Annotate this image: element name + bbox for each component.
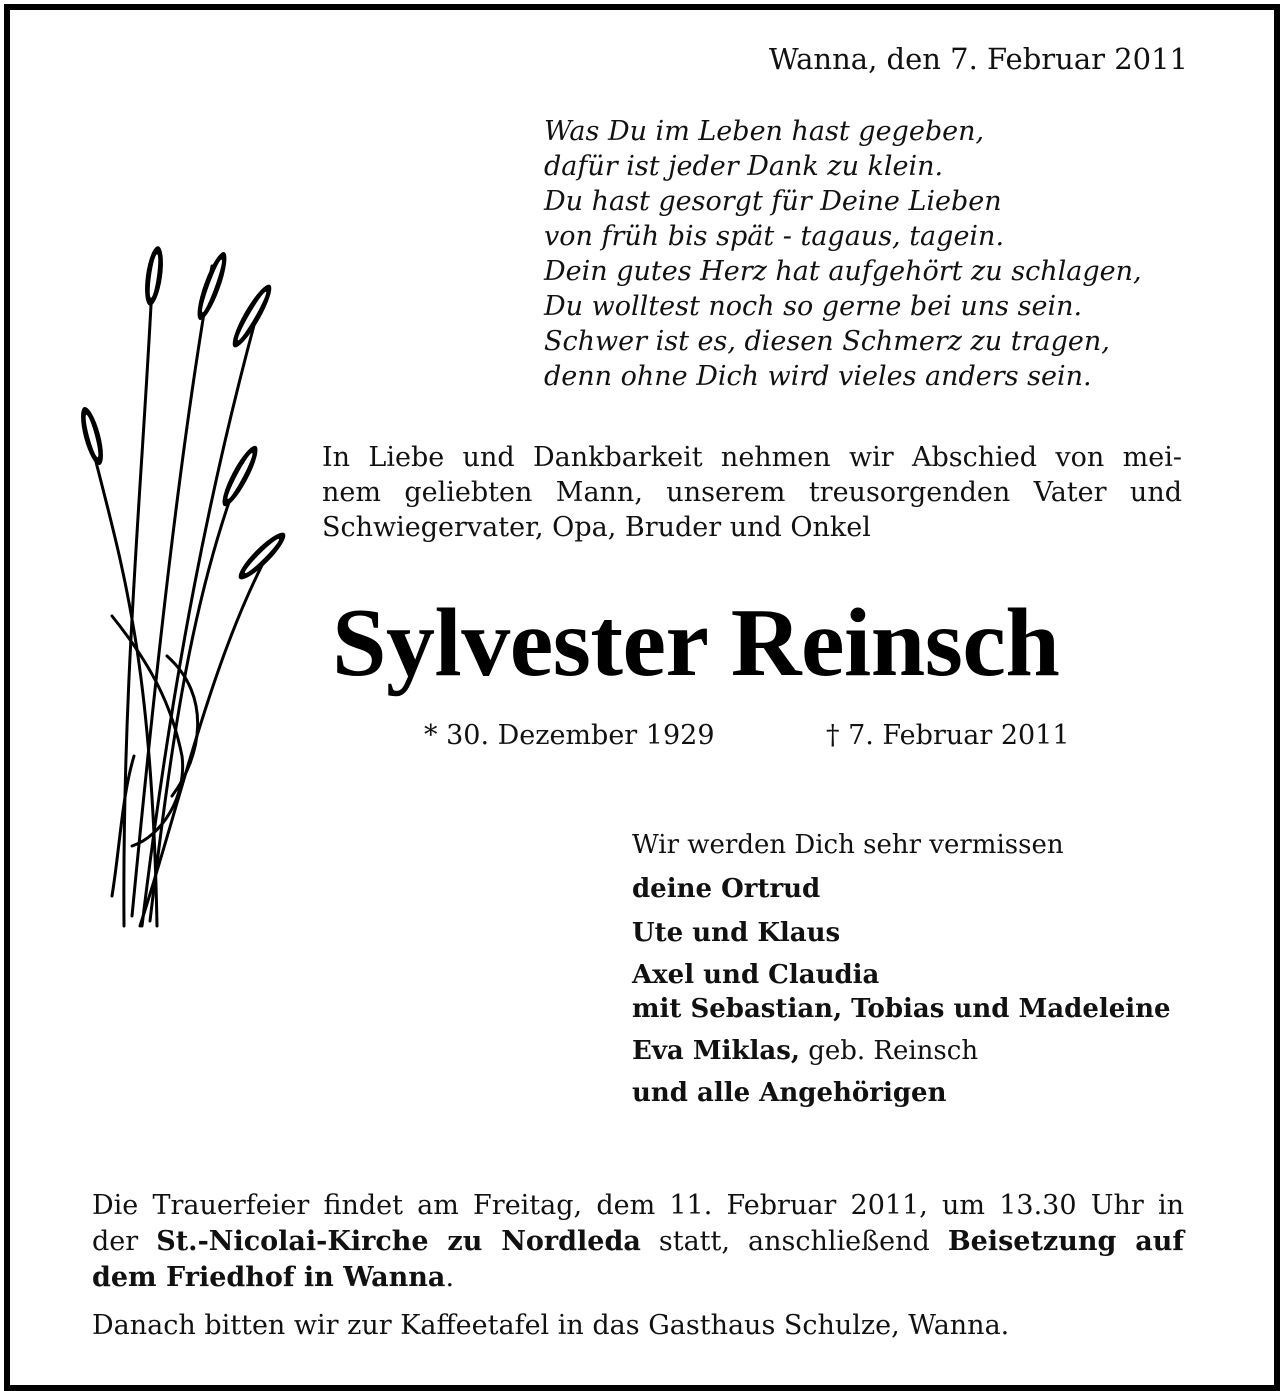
place-date: Wanna, den 7. Februar 2011 — [768, 42, 1188, 76]
poem-line: Dein gutes Herz hat aufgehört zu schlagen, — [544, 256, 1142, 287]
mourners — [632, 828, 1171, 1110]
birth-date: * 30. Dezember 1929 — [424, 720, 715, 751]
funeral-text: . — [445, 1262, 455, 1293]
funeral-text: der — [92, 1226, 139, 1257]
funeral-notice — [92, 1188, 1184, 1296]
maiden-name: geb. Reinsch — [808, 1036, 979, 1066]
mourner-name: Ute und Klaus — [632, 918, 841, 948]
deceased-name: Sylvester Reinsch — [332, 589, 1060, 697]
coffee-notice: Danach bitten wir zur Kaffeetafel in das Gasthaus Schulze, Wanna. — [92, 1310, 1010, 1341]
poem-line: von früh bis spät - tagaus, tagein. — [544, 221, 1005, 252]
mourner-name: deine Ortrud — [632, 874, 821, 904]
poem-line: Schwer ist es, diesen Schmerz zu tragen, — [544, 326, 1110, 357]
burial-text: dem Friedhof in Wanna — [92, 1262, 446, 1293]
mourner-eva — [632, 1034, 1171, 1068]
funeral-text: statt, anschließend — [658, 1226, 930, 1257]
poem-line: Was Du im Leben hast gegeben, — [544, 116, 985, 147]
mourner-name: Axel und Claudia — [632, 960, 880, 990]
funeral-line — [92, 1260, 1184, 1296]
funeral-line: Die Trauerfeier findet am Freitag, dem 11. Februar 2011, um 13.30 Uhr in — [92, 1190, 1184, 1221]
church-name: St.-Nicolai-Kirche zu Nordleda — [156, 1226, 641, 1257]
burial-text: Beisetzung auf — [947, 1226, 1184, 1257]
poem — [544, 114, 1142, 394]
wheat-icon — [62, 236, 302, 946]
intro-line: Schwiegervater, Opa, Bruder und Onkel — [322, 512, 871, 543]
mourners-lead: Wir werden Dich sehr vermissen — [632, 830, 1064, 860]
death-date: † 7. Februar 2011 — [826, 720, 1070, 751]
intro-text — [322, 440, 1182, 545]
poem-line: Du wolltest noch so gerne bei uns sein. — [544, 291, 1083, 322]
mourner-name: Eva Miklas, — [632, 1036, 800, 1066]
funeral-line — [92, 1224, 1184, 1260]
poem-line: denn ohne Dich wird vieles anders sein. — [544, 361, 1092, 392]
poem-line: Du hast gesorgt für Deine Lieben — [544, 186, 1002, 217]
poem-line: dafür ist jeder Dank zu klein. — [544, 151, 944, 182]
intro-line: In Liebe und Dankbarkeit nehmen wir Abschied von mei- — [322, 442, 1182, 473]
intro-line: nem geliebten Mann, unserem treusorgenden Vater und — [322, 477, 1182, 508]
mourner-name: mit Sebastian, Tobias und Madeleine — [632, 994, 1171, 1024]
mourner-name: und alle Angehörigen — [632, 1078, 947, 1108]
